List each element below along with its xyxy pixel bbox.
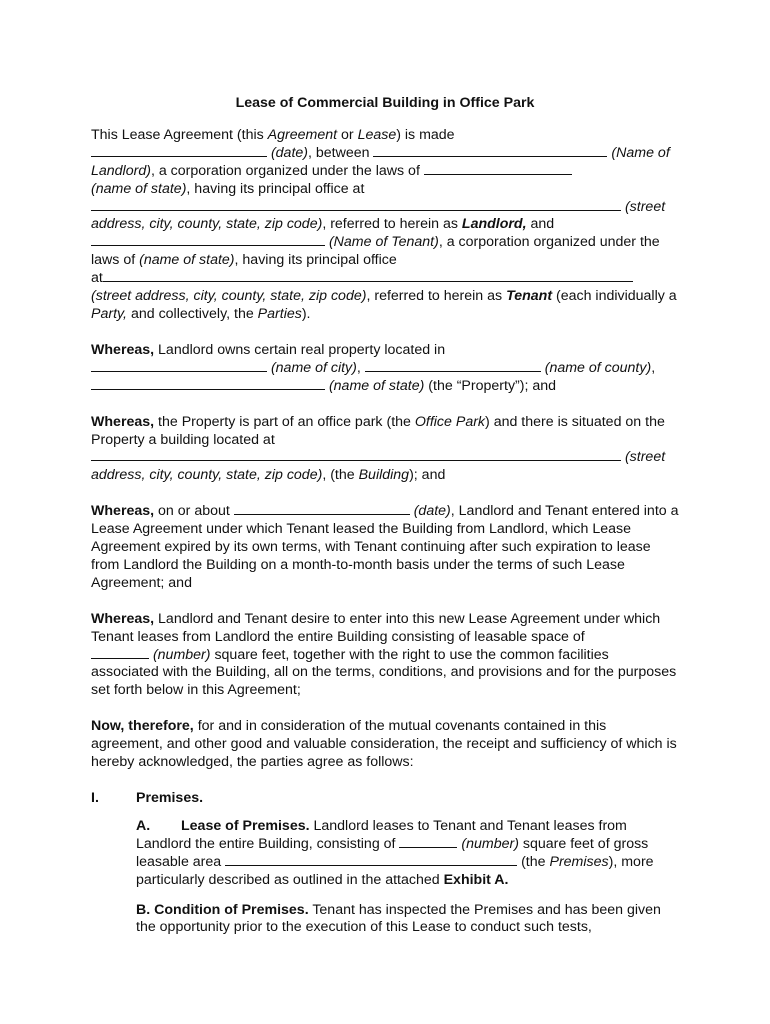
landlord-address-blank[interactable] [91,199,621,211]
landlord-state-blank[interactable] [424,163,572,175]
whereas-prior-lease-paragraph: Whereas, on or about (date), Landlord and Tenant entered into a Lease Agreement under which Tenant leased the Building from Landlord, which Lease Agreement expired by its own terms, with Tenant continuing after such expiration to lease from Landlord the Building on a month-to-month basis under the terms of such Lease Agreement; and [91,503,679,591]
square-feet-blank[interactable] [91,647,149,659]
prior-lease-date-blank[interactable] [234,503,410,515]
lease-of-premises-clause: A. Lease of Premises. Landlord leases to Tenant and Tenant leases from Landlord the entire Building, consisting of (number) square feet of gross leasable area (the Premises), more particularly described as outlined in the attached Exhibit A. [136,817,654,888]
gross-area-blank[interactable] [399,836,457,848]
building-address-blank[interactable] [91,449,621,461]
now-therefore-paragraph: Now, therefore, for and in consideration of the mutual covenants contained in this agreement, and other good and valuable consideration, the receipt and sufficiency of which is hereby acknowledged, the parties agree as follows: [91,718,677,771]
city-blank[interactable] [91,360,267,372]
tenant-address-blank[interactable] [103,270,633,282]
section-premises-body [136,818,679,937]
landlord-name-blank[interactable] [373,145,607,157]
state-blank[interactable] [91,378,325,390]
date-blank[interactable] [91,145,267,157]
premises-description-blank[interactable] [225,854,517,866]
county-blank[interactable] [365,360,541,372]
whereas-property-paragraph: Whereas, Landlord owns certain real property located in (name of city), (name of county), (name of state) (the “Property”); and [91,341,656,394]
tenant-name-blank[interactable] [91,234,325,246]
section-premises-heading: I. Premises. [91,790,204,806]
intro-paragraph: This Lease Agreement (this Agreement or Lease) is made (date), between (Name of Landlord), a corporation organized under the laws of (name of state), having its principal office at (street address, city, county, state, zip code), referred to herein as Landlord, and (Name of Tenant), a corporation organized under the laws of (name of state), having its principal office at (street address, city, county, state, zip code), referred to herein as Tenant (each individually a Party, and collectively, the Parties). [91,126,677,322]
whereas-office-park-paragraph: Whereas, the Property is part of an office park (the Office Park) and there is situated on the Property a building located at (street address, city, county, state, zip code), (the Building); and [91,413,666,484]
condition-of-premises-clause: B. Condition of Premises. Tenant has inspected the Premises and has been given the opportunity prior to the execution of this Lease to conduct such tests, [136,901,661,936]
document-page [91,95,679,949]
whereas-new-lease-paragraph: Whereas, Landlord and Tenant desire to enter into this new Lease Agreement under which Tenant leases from Landlord the entire Building consisting of leasable space of (number) square feet, together with the right to use the common facilities associated with the Building, all on the terms, conditions, and provisions and for the purposes set forth below in this Agreement; [91,610,677,699]
document-title: Lease of Commercial Building in Office Park [235,95,535,111]
